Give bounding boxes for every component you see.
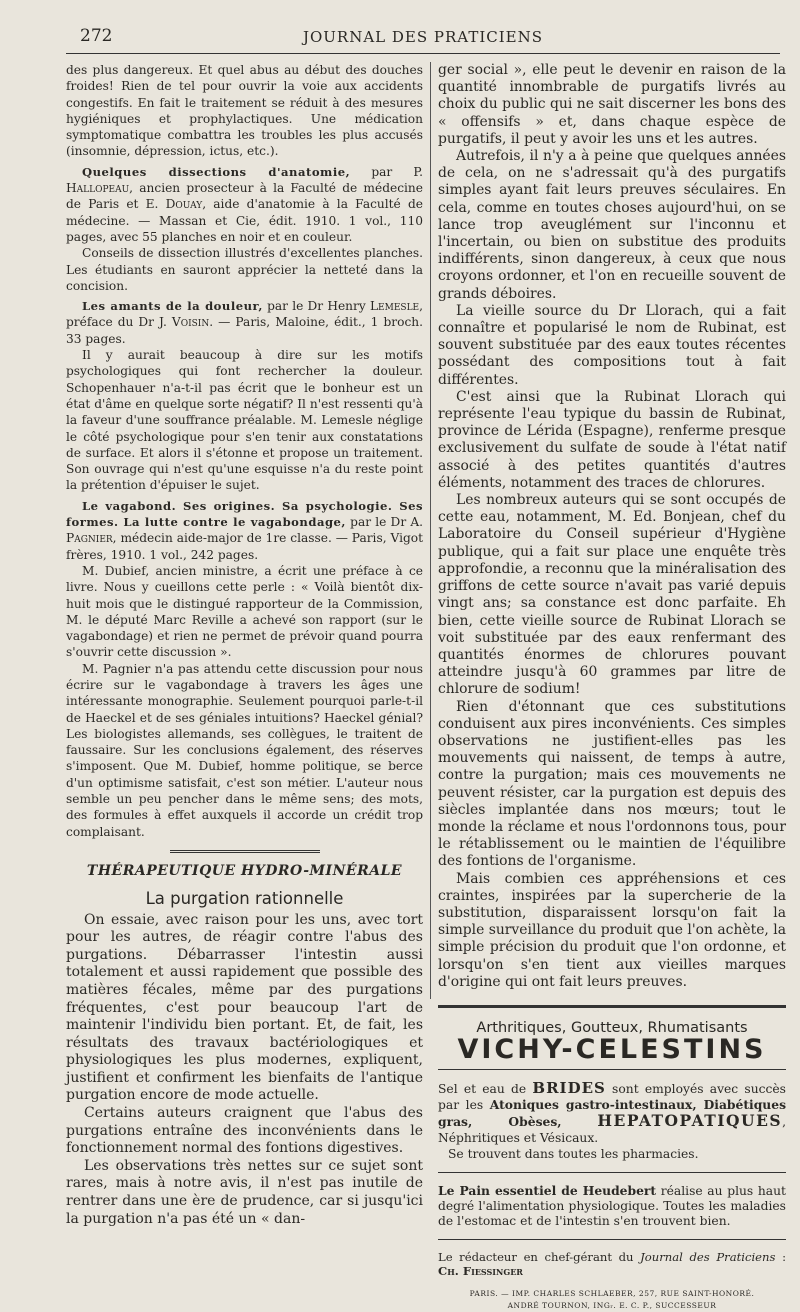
book-byline: par le Dr A. <box>345 515 424 530</box>
article-paragraph: C'est ainsi que la Rubinat Llorach qui représente l'eau typique du bassin de Rubinat, province de Lérida (Espagne), renferme presque exclusivement du sulfate de soude à l'état natif associé à des petites quantités d'autres éléments, notamment des traces de chlorures. <box>438 388 786 491</box>
article-title: La purgation rationnelle <box>145 889 344 909</box>
book-byline: , préface du Dr J. <box>66 299 423 330</box>
book-title: Le vagabond. Ses origines. Sa psychologie. Ses formes. La lutte contre le vagabondage, <box>66 498 423 530</box>
column-divider <box>430 62 431 999</box>
ad-text: Se trouvent dans toutes les pharmacies. <box>448 1146 699 1161</box>
ad-brand: Le Pain essentiel de Heudebert <box>438 1182 657 1198</box>
ad-brand: BRIDES <box>532 1078 606 1097</box>
article-paragraph: Mais combien ces appréhensions et ces craintes, inspirées par la supercherie de la substitution, disparaissent lorsqu'on fait la simple surveillance du produit que l'on achète, la simple précision du produit que l'on ordonne, et lorsqu'on s'en tient aux vieilles marques d'origine qui ont fait leurs preuves. <box>438 870 786 990</box>
ad-brand: VICHY-CELESTINS <box>457 1034 767 1066</box>
book-author: Douay <box>165 197 203 212</box>
journal-name: Journal des Praticiens <box>640 1249 776 1264</box>
article-paragraph: On essaie, avec raison pour les uns, avec tort pour les autres, de réagir contre l'abus des purgations. Débarrasser l'intestin aussi totalement et aussi rapidement que possible des matières fécales, même par des purgations fréquentes, c'est pour beaucoup l'art de maintenir l'individu bien portant. Et, de fait, les résultats des travaux bactériologiques et physiologiques les plus modernes, expliquent, justifient et confirment les bienfaits de l'antique purgation encore de mode actuelle. <box>66 911 423 1104</box>
book-review-vagabond <box>66 498 423 563</box>
book-author: Hallopeau <box>66 181 130 196</box>
ad-text: Atoniques gastro-intestinaux, Diabétiques gras, Obèses, <box>438 1096 786 1129</box>
left-column <box>66 62 424 1227</box>
ad-text: réalise au plus haut degré l'alimentation physiologique. Toutes les maladies de l'estomac et de l'intestin s'en trouvent bien. <box>438 1183 786 1228</box>
left-paragraph-1: des plus dangereux. Et quel abus au début des douches froides! Rien de tel pour ouvrir la voie aux accidents congestifs. En fait le traitement se réduit à des mesures hygiéniques et prophylactiques. Une médication symptomatique combattra les troubles les plus accusés (insomnie, dépression, ictus, etc.). <box>66 63 423 159</box>
book-review-text: M. Pagnier n'a pas attendu cette discussion pour nous écrire sur le vagabondage à travers les âges une intéressante monographie. Seulement pourquoi parle-t-il de Haeckel et de ses géniales intuitions? Haeckel génial? Les biologistes allemands, ses collègues, le traitent de faussaire. Sur les conclusions également, des réserves s'imposent. Que M. Dubief, homme politique, se berce d'un optimisme satisfait, c'est son métier. L'auteur nous semble un peu pencher dans le même sens; des mots, des formules à effet auxquels il accorde un crédit trop complaisant. <box>66 661 423 839</box>
imprint-line: ANDRÉ TOURNON, INGᵣ. E. C. P., SUCCESSEUR <box>507 1300 717 1310</box>
printer-imprint <box>438 1288 786 1312</box>
book-author: Voisin <box>171 315 210 330</box>
editor-text: Le rédacteur en chef-gérant du <box>438 1249 641 1264</box>
ad-text: HEPATOPATIQUES <box>597 1110 783 1130</box>
ad-text: sont employés avec succès par les <box>438 1081 786 1112</box>
book-review-amants <box>66 298 423 347</box>
article-paragraph: ger social », elle peut le devenir en raison de la quantité innombrable de purgatifs livrés au choix du public qui ne sait discerner les bons des « offensifs » et, dans chaque espèce de purgatifs, il peut y avoir les uns et les autres. <box>438 62 786 147</box>
book-publication: . — Paris, Maloine, édit., 1 broch. 33 pages. <box>66 315 423 346</box>
book-author: Lemesle <box>369 299 420 314</box>
article-paragraph: Certains auteurs craignent que l'abus des purgations entraîne des inconvénients dans le fonctionnement normal des fontions digestives. <box>66 1105 423 1157</box>
article-body <box>66 912 423 1229</box>
article-paragraph: Rien d'étonnant que ces substitutions conduisent aux pires inconvénients. Ces simples observations ne justifient-elles pas les mouvements qui naissent, de temps à autre, contre la purgation; mais ces mouvements ne peuvent résister, car la purgation est depuis des siècles implantée dans nos mœurs; tout le monde la réclame et nous l'ordonnons tous, pour le rétablissement ou le maintien de l'équilibre des fontions de l'organisme. <box>438 698 786 870</box>
ad-text: Sel et eau de <box>438 1081 533 1096</box>
book-byline: par P. <box>350 164 423 179</box>
article-paragraph: Autrefois, il n'y a à peine que quelques années de cela, on ne s'adressait qu'à des purgatifs simples ayant fait leurs preuves séculaires. En cela, comme en toutes choses aujourd'hui, on se lance trop aveuglément sur l'inconnu et l'incertain, ou bien on substitue des produits indifférents, sinon dangereux, à ceux que nous croyons ordonner, et l'on en recueille souvent de grands déboires. <box>438 148 786 302</box>
section-title: THÉRAPEUTIQUE HYDRO-MINÉRALE <box>86 862 403 879</box>
page-number: 272 <box>80 26 113 46</box>
article-paragraph: Les observations très nettes sur ce sujet sont rares, mais à notre avis, il n'est pas inutile de rentrer dans une ère de prudence, car si jusqu'ici la purgation n'a pas été un « dan- <box>66 1157 423 1227</box>
ad-tagline: Arthritiques, Goutteux, Rhumatisants <box>476 1019 748 1036</box>
book-byline: par le Dr Henry <box>262 299 370 314</box>
book-review-text: Il y aurait beaucoup à dire sur les motifs psychologiques qui font rechercher la douleur. Schopenhauer n'a-t-il pas écrit que le bonheur est un état d'âme en quelque sorte négatif? Il n'est ressenti qu'à la faveur d'une souffrance préalable. M. Lemesle néglige le côté psychologique pour s'en tenir aux constatations de surface. Et alors il s'étonne et propose un traitement. Son ouvrage qui n'est qu'une esquisse n'a du reste point la prétention d'épuiser le sujet. <box>66 348 423 493</box>
book-publication: , aide d'anatomie à la Faculté de médecine. — Massan et Cie, édit. 1910. 1 vol., 110 pages, avec 55 planches en noir et en couleur. <box>66 197 423 244</box>
book-publication: , médecin aide-major de 1re classe. — Paris, Vigot frères, 1910. 1 vol., 242 pages. <box>66 531 423 562</box>
page-header <box>66 26 780 50</box>
article-paragraph: Les nombreux auteurs qui se sont occupés de cette eau, notamment, M. Ed. Bonjean, chef du Laboratoire du Conseil supérieur d'Hygiène publique, qui a fait sur place une enquête très approfondie, a reconnu que la minéralisation des griffons de cette source n'avait pas varié depuis vingt ans; sa constance est donc parfaite. Eh bien, cette vieille source de Rubinat Llorach se voit substituée par des eaux renfermant des quantités énormes de chlorures pouvant atteindre jusqu'à 60 grammes par litre de chlorure de sodium! <box>438 492 786 698</box>
article-continuation <box>438 62 786 991</box>
brides-ad <box>438 1070 786 1172</box>
right-column <box>438 62 786 1310</box>
article-paragraph: La vieille source du Dr Llorach, qui a fait connaître et popularisé le nom de Rubinat, est souvent substituée par des eaux toutes récentes possédant des compositions tout à fait différentes. <box>438 302 786 388</box>
journal-title: JOURNAL DES PRATICIENS <box>302 28 544 46</box>
book-review-text: M. Dubief, ancien ministre, a écrit une préface à ce livre. Nous y cueillons cette perle : « Voilà bientôt dix-huit mois que le distingué rapporteur de la Commission, M. le député Marc Reville a achevé son rapport (sur le vagabondage) et rien ne permet de prévoir quand pourra s'ouvrir cette discussion ». <box>66 563 423 660</box>
book-author: Pagnier <box>66 531 113 546</box>
book-title: Quelques dissections d'anatomie, <box>82 164 351 179</box>
book-title: Les amants de la douleur, <box>82 299 263 314</box>
book-byline: , ancien prosecteur à la Faculté de médecine de Paris et E. <box>66 181 423 212</box>
heudebert-ad <box>438 1173 786 1239</box>
editor-name: Ch. Fiessinger <box>438 1263 523 1278</box>
book-review-text: Conseils de dissection illustrés d'excellentes planches. Les étudiants en sauront apprécier la netteté dans la concision. <box>66 246 423 293</box>
vichy-celestins-ad <box>438 1008 786 1069</box>
ad-text: , Néphritiques et Vésicaux. <box>438 1114 786 1145</box>
section-divider <box>170 850 320 853</box>
editor-text: : <box>775 1249 786 1264</box>
imprint-line: PARIS. — IMP. CHARLES SCHLAEBER, 257, RUE SAINT-HONORÉ. <box>469 1288 755 1298</box>
header-rule <box>66 53 780 54</box>
book-review-dissections <box>66 164 423 245</box>
editor-line <box>438 1240 786 1278</box>
